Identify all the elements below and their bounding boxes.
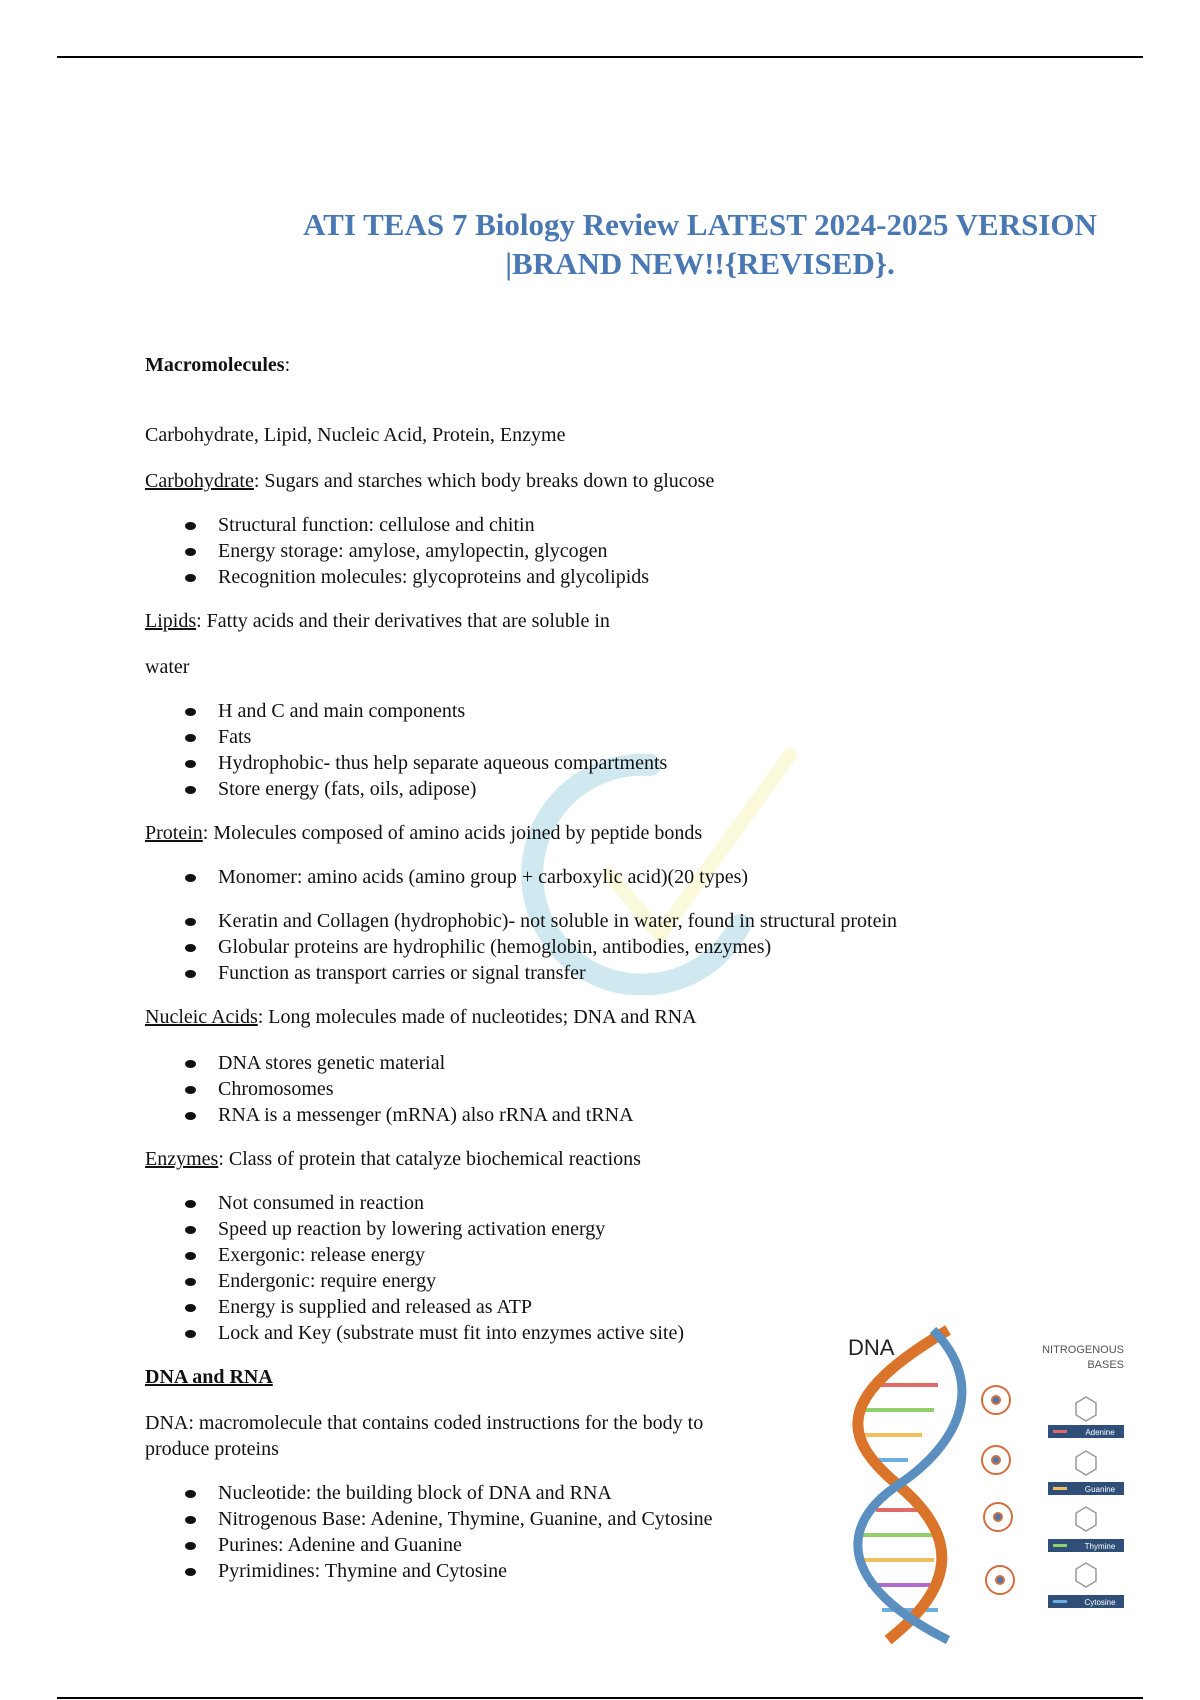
macromolecules-list: Carbohydrate, Lipid, Nucleic Acid, Protein, Enzyme (145, 424, 566, 446)
helix-strand-blue (858, 1330, 962, 1640)
lipids-term: Lipids (145, 610, 197, 632)
carbohydrate-term: Carbohydrate (145, 470, 254, 492)
title-line-1: ATI TEAS 7 Biology Review LATEST 2024-2025 VERSION (303, 207, 1097, 242)
list-item: Energy storage: amylose, amylopectin, glycogen (218, 538, 1145, 564)
lipids-bullets (145, 698, 1145, 802)
list-item: Lock and Key (substrate must fit into enzymes active site) (218, 1320, 1145, 1346)
bases-label-line-1: NITROGENOUS (1042, 1344, 1124, 1356)
list-item: Monomer: amino acids (amino group + carboxylic acid)(20 types) (218, 864, 1145, 890)
list-item: Exergonic: release energy (218, 1242, 1145, 1268)
list-item: Fats (218, 724, 1145, 750)
list-item: Pyrimidines: Thymine and Cytosine (218, 1558, 1145, 1584)
protein-bullets-first (145, 864, 1145, 890)
lipids-definition: Lipids: Fatty acids and their derivatives that are soluble in (145, 610, 610, 632)
list-item: Endergonic: require energy (218, 1268, 1145, 1294)
base-label-guanine: Guanine (1084, 1485, 1116, 1494)
list-item: Not consumed in reaction (218, 1190, 1145, 1216)
protein-definition: Protein: Molecules composed of amino acids joined by peptide bonds (145, 822, 703, 844)
title-line-2: |BRAND NEW!!{REVISED}. (505, 246, 895, 281)
list-item: Hydrophobic- thus help separate aqueous compartments (218, 750, 1145, 776)
list-item: Globular proteins are hydrophilic (hemoglobin, antibodies, enzymes) (218, 934, 1145, 960)
macromolecules-heading: Macromolecules: (145, 354, 291, 376)
base-label-adenine: Adenine (1085, 1428, 1115, 1437)
dna-label: DNA (848, 1335, 895, 1360)
list-item: Function as transport carries or signal transfer (218, 960, 1145, 986)
carbohydrate-bullets (145, 512, 1145, 590)
base-label-cytosine: Cytosine (1084, 1598, 1116, 1607)
list-item: Purines: Adenine and Guanine (218, 1532, 1145, 1558)
base-label-thymine: Thymine (1084, 1542, 1116, 1551)
dna-rna-heading: DNA and RNA (145, 1366, 273, 1388)
list-item: Nucleotide: the building block of DNA and RNA (218, 1480, 1145, 1506)
list-item: RNA is a messenger (mRNA) also rRNA and tRNA (218, 1102, 1145, 1128)
dna-paragraph: DNA: macromolecule that contains coded instructions for the body to produce proteins (145, 1412, 704, 1460)
molecule-icons (982, 1386, 1014, 1594)
protein-term: Protein (145, 822, 203, 844)
protein-bullets (145, 908, 1145, 986)
list-item: Nitrogenous Base: Adenine, Thymine, Guanine, and Cytosine (218, 1506, 1145, 1532)
list-item: Structural function: cellulose and chitin (218, 512, 1145, 538)
list-item: Energy is supplied and released as ATP (218, 1294, 1145, 1320)
list-item: H and C and main components (218, 698, 1145, 724)
enzymes-term: Enzymes (145, 1148, 219, 1170)
list-item: Recognition molecules: glycoproteins and glycolipids (218, 564, 1145, 590)
carbohydrate-definition: Carbohydrate: Sugars and starches which body breaks down to glucose (145, 470, 715, 492)
top-rule (57, 56, 1143, 58)
enzymes-definition: Enzymes: Class of protein that catalyze biochemical reactions (145, 1148, 641, 1170)
list-item: Chromosomes (218, 1076, 1145, 1102)
lipids-continuation: water (145, 656, 190, 678)
list-item: DNA stores genetic material (218, 1050, 1145, 1076)
dna-figure (838, 1325, 1138, 1645)
list-item: Speed up reaction by lowering activation energy (218, 1216, 1145, 1242)
nucleic-definition: Nucleic Acids: Long molecules made of nucleotides; DNA and RNA (145, 1006, 697, 1028)
page-title (200, 205, 1200, 283)
bottom-rule (57, 1697, 1143, 1699)
nucleic-term: Nucleic Acids (145, 1006, 258, 1028)
base-labels (1048, 1425, 1124, 1608)
enzymes-bullets (145, 1190, 1145, 1346)
nucleic-bullets (145, 1050, 1145, 1128)
list-item: Keratin and Collagen (hydrophobic)- not soluble in water, found in structural protein (218, 908, 1145, 934)
bases-label-line-2: BASES (1087, 1359, 1124, 1371)
list-item: Store energy (fats, oils, adipose) (218, 776, 1145, 802)
